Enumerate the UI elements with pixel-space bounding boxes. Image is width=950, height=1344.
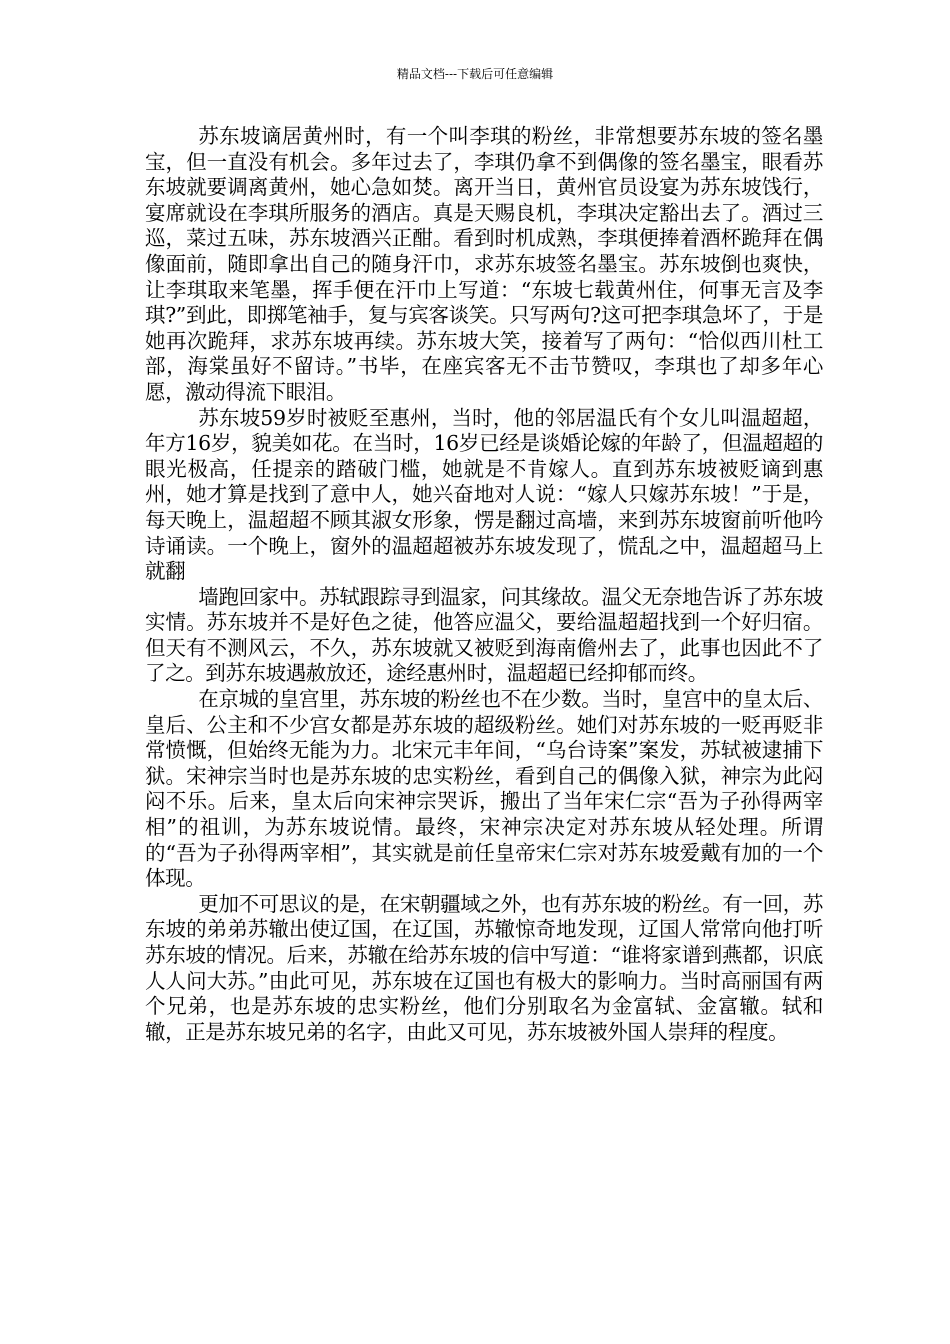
paragraph-liao-goryeo: 更加不可思议的是，在宋朝疆域之外，也有苏东坡的粉丝。有一回，苏东坡的弟弟苏辙出使辽国，在辽国，苏辙惊奇地发现，辽国人常常向他打听苏东坡的情况。后来，苏辙在给苏东坡的信中写道：“谁将家谱到燕都，识底人人问大苏。”由此可见，苏东坡在辽国也有极大的影响力。当时高丽国有两个兄弟，也是苏东坡的忠实粉丝，他们分别取名为金富轼、金富辙。轼和辙，正是苏东坡兄弟的名字，由此又可见，苏东坡被外国人崇拜的程度。 bbox=[145, 891, 823, 1044]
paragraph-imperial-palace: 在京城的皇宫里，苏东坡的粉丝也不在少数。当时，皇宫中的皇太后、皇后、公主和不少宫女都是苏东坡的超级粉丝。她们对苏东坡的一贬再贬非常愤慨，但始终无能为力。北宋元丰年间，“乌台诗案”案发，苏轼被逮捕下狱。宋神宗当时也是苏东坡的忠实粉丝，看到自己的偶像入狱，神宗为此闷闷不乐。后来，皇太后向宋神宗哭诉，搬出了当年宋仁宗“吾为子孙得两宰相”的祖训，为苏东坡说情。最终，宋神宗决定对苏东坡从轻处理。所谓的“吾为子孙得两宰相”，其实就是前任皇帝宋仁宗对苏东坡爱戴有加的一个体现。 bbox=[145, 687, 823, 891]
document-body bbox=[145, 124, 823, 1045]
paragraph-wen-chaochao-continued: 墙跑回家中。苏轼跟踪寻到温家，问其缘故。温父无奈地告诉了苏东坡实情。苏东坡并不是好色之徒，他答应温父，要给温超超找到一个好归宿。但天有不测风云，不久，苏东坡就又被贬到海南儋州去了，此事也因此不了了之。到苏东坡遇赦放还，途经惠州时，温超超已经抑郁而终。 bbox=[145, 584, 823, 686]
paragraph-wen-chaochao: 苏东坡59岁时被贬至惠州，当时，他的邻居温氏有个女儿叫温超超，年方16岁，貌美如花。在当时，16岁已经是谈婚论嫁的年龄了，但温超超的眼光极高，任提亲的踏破门槛，她就是不肯嫁人。直到苏东坡被贬谪到惠州，她才算是找到了意中人，她兴奋地对人说：“嫁人只嫁苏东坡！”于是，每天晚上，温超超不顾其淑女形象，愣是翻过高墙，来到苏东坡窗前听他吟诗诵读。一个晚上，窗外的温超超被苏东坡发现了，慌乱之中，温超超马上就翻 bbox=[145, 405, 823, 584]
page-header: 精品文档---下载后可任意编辑 bbox=[396, 67, 554, 81]
paragraph-li-qi: 苏东坡谪居黄州时，有一个叫李琪的粉丝，非常想要苏东坡的签名墨宝，但一直没有机会。多年过去了，李琪仍拿不到偶像的签名墨宝，眼看苏东坡就要调离黄州，她心急如焚。离开当日，黄州官员设宴为苏东坡饯行，宴席就设在李琪所服务的酒店。真是天赐良机，李琪决定豁出去了。酒过三巡，菜过五味，苏东坡酒兴正酣。看到时机成熟，李琪便捧着酒杯跪拜在偶像面前，随即拿出自己的随身汗巾，求苏东坡签名墨宝。苏东坡倒也爽快，让李琪取来笔墨，挥手便在汗巾上写道：“东坡七载黄州住，何事无言及李琪?”到此，即掷笔袖手，复与宾客谈笑。只写两句?这可把李琪急坏了，于是她再次跪拜，求苏东坡再续。苏东坡大笑，接着写了两句：“恰似西川杜工部，海棠虽好不留诗。”书毕，在座宾客无不击节赞叹，李琪也了却多年心愿，激动得流下眼泪。 bbox=[145, 124, 823, 404]
